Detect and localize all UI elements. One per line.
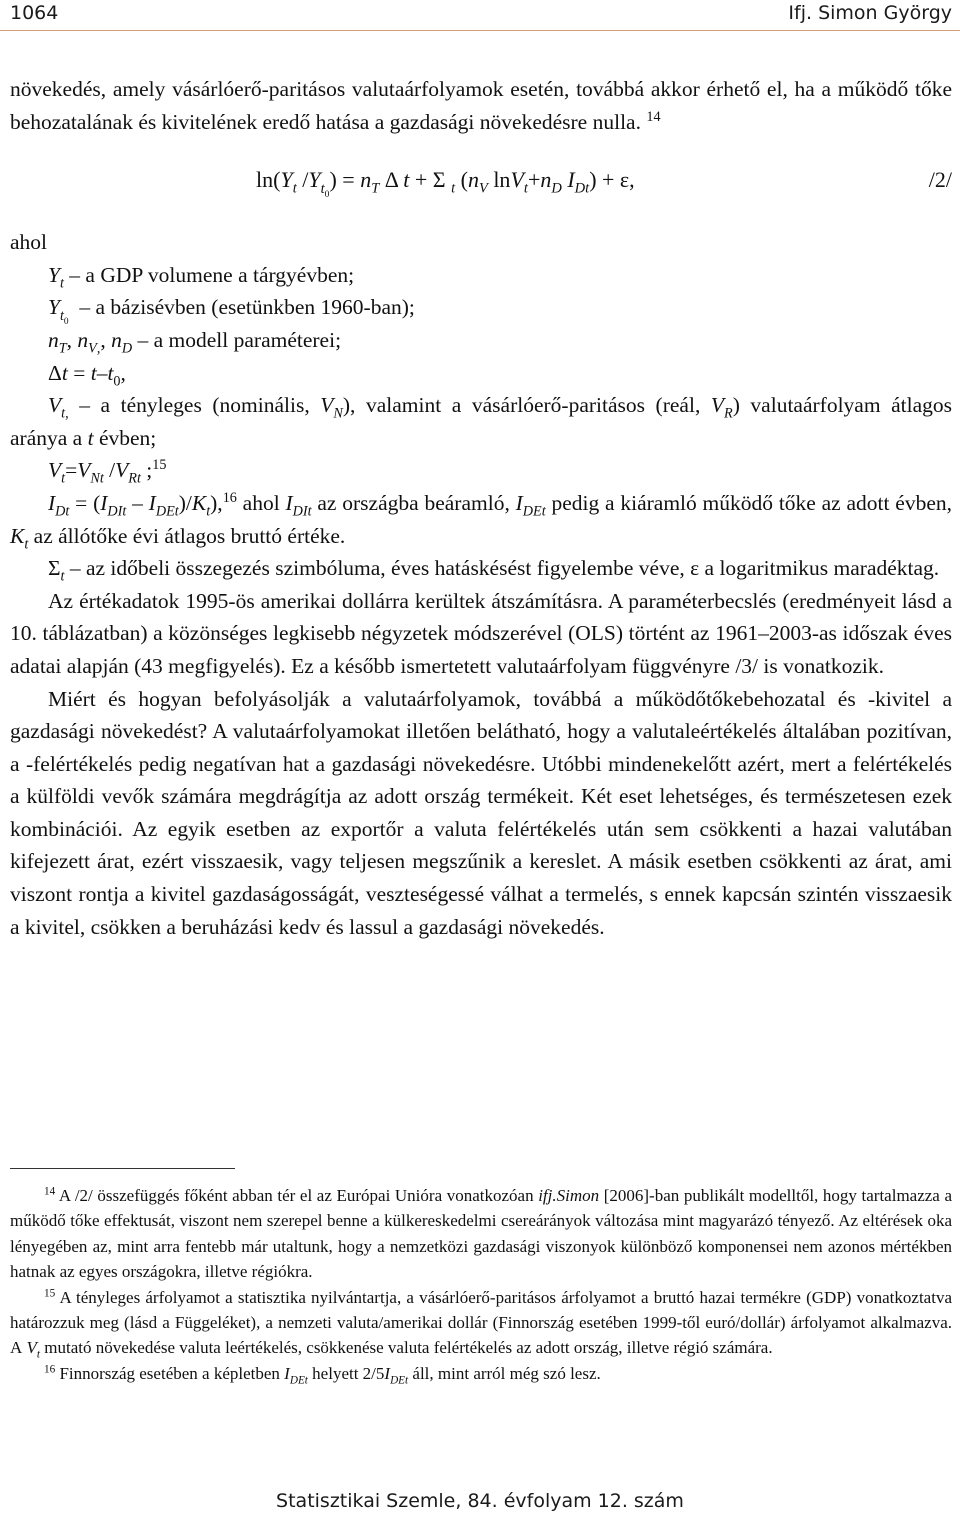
definitions-lead: ahol (10, 230, 48, 255)
equation-2 (10, 138, 952, 226)
footnote-14: $^{14}$ A /2/ összefüggés főként abban tér el az Európai Unióra vonatkozóan ifj.Simon [2006]-ban publikált modelltől, hogy tartalmazza a működő tőke effektusát, viszont nem szerepel benne a külkereskedelmi csereárányok változása mint magyarázó tényező. Az eltérések oka lényegében az, mint arra fentebb már utaltunk, hogy a nemzetközi gazdasági viszonyok különböző komponensei nem azonos mértékben hatnak az egyes országokra, illetve régiókra. (10, 1185, 953, 1282)
footnote-ref-15[interactable]: 15 (152, 457, 167, 474)
running-author: Ifj. Simon György (788, 2, 952, 24)
def-params: $n_T$, $n_{V,}$, $n_D$ – a modell paraméterei; (48, 327, 342, 357)
definitions-list (10, 259, 952, 585)
def-yt0: $Y_{t_0}$ – a bázisévben (esetünkben 1960-ban); (48, 295, 415, 327)
footnote-ref-14[interactable]: 14 (646, 108, 661, 125)
footnotes (10, 1183, 952, 1386)
running-header (0, 0, 960, 31)
def-idt: $I_{Dt} = (I_{DIt} - I_{DEt})/K_t),^{16}$ ahol $I_{DIt}$ az országba beáramló, $I_{DEt}$ pedig a kiáramló működő tőke az adott évben, $K_t$ az állótőke évi átlagos bruttó értéke. (10, 489, 953, 552)
footnote-15: $^{15}$ A tényleges árfolyamot a statisztika nyilvántartja, a vásárlóerő-paritásos árfolyamot a bruttó hazai termékre (GDP) vonatkoztatva határozzuk meg (lásd a Függeléket), a nemzeti valuta/amerikai dollár (Finnország esetében 1999-től euró/dollár) árfolyamot alkalmazva. A $V_t$ mutató növekedése valuta leértékelés, csökkenése valuta felértékelés az adott ország, illetve régió számára. (10, 1286, 952, 1361)
equation-formula: $\ln(Y_t$ $/Y_{t_0}) = n_T$ Δ t + Σ $_t$ ($n_V$ $\ln V_t+n_D$ $I_{Dt}) + \varepsilon$, (256, 167, 635, 200)
def-delta-t: $\Delta t = t-t_0$, (48, 360, 126, 389)
def-sigma: $\Sigma_t$ – az időbeli összegezés szimbóluma, éves hatáskésést figyelembe véve, ε a logaritmikus maradéktag. (48, 556, 940, 585)
journal-footer: Statisztikai Szemle, 84. évfolyam 12. szám (276, 1490, 684, 1512)
def-yt: $Y_t$ – a GDP volumene a tárgyévben; (48, 262, 355, 292)
paragraph-1: Az értékadatok 1995-ös amerikai dollárra kerültek átszámításra. A paraméterbecslés (eredményeit lásd a 10. táblázatban) a közönséges legkisebb négyzetek módszerével (OLS) történt az 1961–2003-as időszak éves adatai alapján (43 megfigyelés). Ez a később ismertetett valutaárfolyam függvényre /3/ is vonatkozik. (10, 588, 952, 678)
main-text (10, 73, 952, 943)
footnote-16: $^{16}$ Finnország esetében a képletben $I_{DEt}$ helyett $2/5I_{DEt}$ áll, mint arról még szó lesz. (44, 1363, 601, 1387)
paragraph-2: Miért és hogyan befolyásolják a valutaárfolyamok, továbbá a működőtőkebehozatal és -kivitel a gazdasági növekedést? A valutaárfolyamokat illetően belátható, hogy a valutaleértékelés általában pozitívan, a -felértékelés pedig negatívan hat a gazdasági növekedésre. Utóbbi mindenekelőtt azért, mert a felértékelés a külföldi vevők számára megdrágítja az adott ország termékeit. Két eset lehetséges, és természetesen ezek kombinációi. Az egyik esetben az exportőr a valuta felértékelés után sem csökkenti a hazai valutában kifejezett árat, ezért visszaesik, vagy teljesen megszűnik a kereslet. A másik esetben csökkenti az árat, ami viszont rontja a kivitel gazdaságosságát, veszteségessé válhat a termelés, s ennek kapcsán szintén visszaesik a kivitel, csökken a beruházási kedv és lassul a gazdasági növekedés. (10, 686, 952, 939)
def-vt-ratio: $V_t=V_{Nt}$ $/V_{Rt}$ ;$^{15}$ (48, 457, 167, 487)
equation-number: /2/ (928, 167, 952, 193)
intro-paragraph: növekedés, amely vásárlóerő-paritásos valutaárfolyamok esetén, továbbá akkor érhető el, ha a működő tőke behozatalának és kivitelének eredő hatása a gazdasági növekedésre nulla. $^{14}$ (10, 77, 952, 134)
page-number: 1064 (10, 2, 59, 24)
def-vt: $V_{t,}$ – a tényleges (nominális, $V_N$), valamint a vásárlóerő-paritásos (reál, $V_R$) valutaárfolyam átlagos aránya a t évben; (10, 393, 953, 450)
footnote-divider (10, 1168, 235, 1169)
footnote-ref-16[interactable]: 16 (222, 489, 237, 506)
